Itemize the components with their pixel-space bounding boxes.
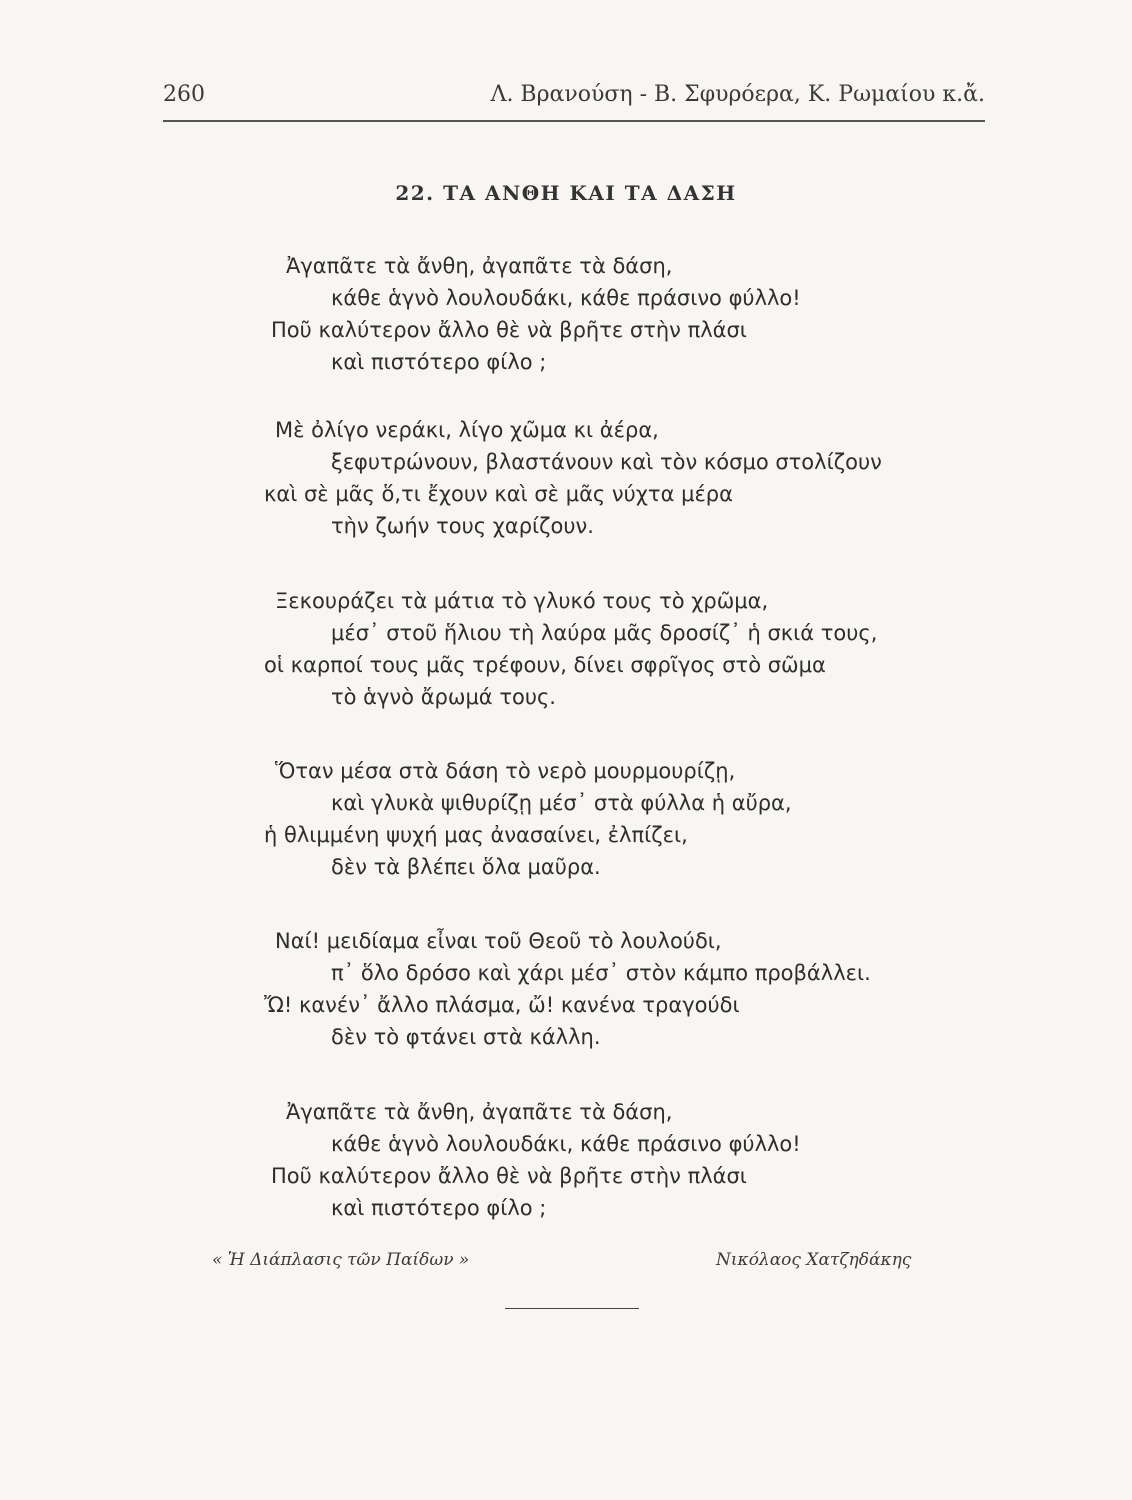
poem-source: « Ἡ Διάπλασις τῶν Παίδων » (212, 1250, 470, 1270)
page-header (163, 82, 985, 118)
poem-line: καὶ σὲ μᾶς ὅ,τι ἔχουν καὶ σὲ μᾶς νύχτα μέρα (264, 482, 733, 506)
poem-line: ξεφυτρώνουν, βλαστάνουν καὶ τὸν κόσμο στολίζουν (331, 450, 882, 474)
poem-line: οἱ καρποί τους μᾶς τρέφουν, δίνει σφρῖγος στὸ σῶμα (264, 653, 826, 677)
poem-line: δὲν τὸ φτάνει στὰ κάλλη. (331, 1025, 601, 1049)
poem-line: Ποῦ καλύτερον ἄλλο θὲ νὰ βρῆτε στὴν πλάσι (271, 1164, 747, 1188)
poem-line: τὸ ἁγνὸ ἄρωμά τους. (331, 685, 556, 709)
page-number: 260 (163, 82, 205, 107)
poem-line: Ἀγαπᾶτε τὰ ἄνθη, ἀγαπᾶτε τὰ δάση, (286, 254, 673, 278)
poem-line: τὴν ζωήν τους χαρίζουν. (331, 514, 594, 538)
poem-line: Ὅταν μέσα στὰ δάση τὸ νερὸ μουρμουρίζῃ, (275, 759, 736, 783)
poem-line: Ὤ! κανέν᾽ ἄλλο πλάσμα, ὤ! κανένα τραγούδι (264, 993, 740, 1017)
poem-title: 22. ΤΑ ΑΝΘΗ ΚΑΙ ΤΑ ΔΑΣΗ (395, 181, 737, 205)
poem-line: Μὲ ὀλίγο νεράκι, λίγο χῶμα κι ἀέρα, (275, 418, 659, 442)
poem-line: καὶ πιστότερο φίλο ; (331, 1196, 547, 1220)
running-title: Λ. Βρανούση - Β. Σφυρόερα, Κ. Ρωμαίου κ.ἄ. (490, 82, 985, 107)
poem-line: καὶ πιστότερο φίλο ; (331, 350, 547, 374)
poem-line: καὶ γλυκὰ ψιθυρίζῃ μέσ᾽ στὰ φύλλα ἡ αὔρα, (331, 791, 792, 815)
poem-line: Ναί! μειδίαμα εἶναι τοῦ Θεοῦ τὸ λουλούδι, (275, 929, 722, 953)
poem-line: μέσ᾽ στοῦ ἥλιου τὴ λαύρα μᾶς δροσίζ᾽ ἡ σκιά τους, (331, 621, 878, 645)
poem-line: Ποῦ καλύτερον ἄλλο θὲ νὰ βρῆτε στὴν πλάσι (271, 318, 747, 342)
header-rule (163, 120, 985, 122)
poem-line: κάθε ἁγνὸ λουλουδάκι, κάθε πράσινο φύλλο! (331, 286, 801, 310)
poem-line: Ἀγαπᾶτε τὰ ἄνθη, ἀγαπᾶτε τὰ δάση, (286, 1100, 673, 1124)
poem-line: π᾽ ὅλο δρόσο καὶ χάρι μέσ᾽ στὸν κάμπο προβάλλει. (331, 961, 871, 985)
poem-line: κάθε ἁγνὸ λουλουδάκι, κάθε πράσινο φύλλο! (331, 1132, 801, 1156)
poem-author: Νικόλαος Χατζηδάκης (716, 1250, 912, 1270)
end-rule (505, 1308, 639, 1309)
poem-line: δὲν τὰ βλέπει ὅλα μαῦρα. (331, 855, 601, 879)
poem-line: Ξεκουράζει τὰ μάτια τὸ γλυκό τους τὸ χρῶμα, (275, 589, 769, 613)
poem-line: ἡ θλιμμένη ψυχή μας ἀνασαίνει, ἐλπίζει, (264, 823, 688, 847)
